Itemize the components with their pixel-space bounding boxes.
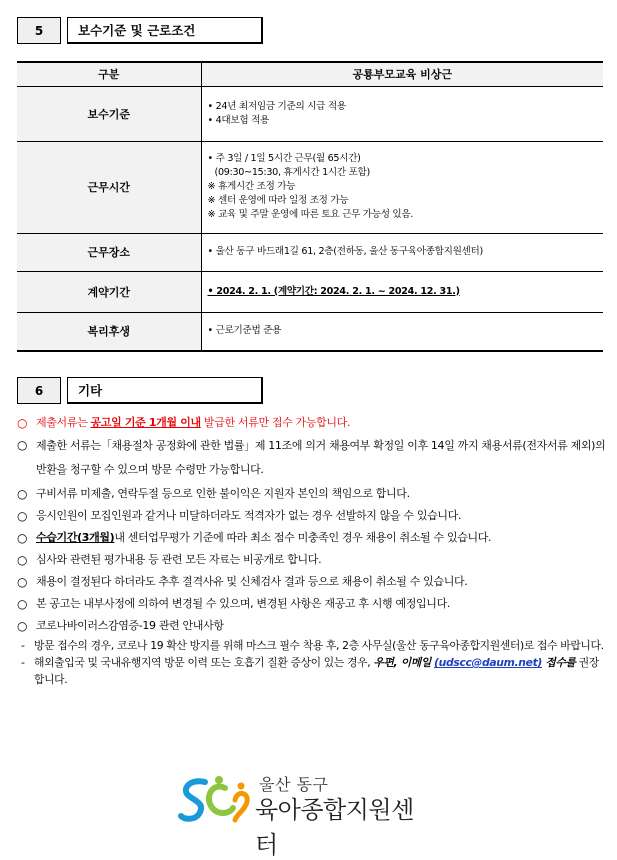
conditions-table <box>17 61 603 352</box>
row-label: 근무장소 <box>17 233 201 271</box>
list-item <box>17 483 607 505</box>
row-value <box>201 86 603 141</box>
row-value <box>201 271 603 312</box>
item-text: 코로나바이러스감염증-19 관련 안내사항 <box>36 619 224 632</box>
row-label: 보수기준 <box>17 86 201 141</box>
section-6-header <box>17 377 263 404</box>
item-text: 심사와 관련된 평가내용 등 관련 모든 자료는 비공개로 합니다. <box>36 553 322 566</box>
circle-bullet: ○ <box>17 619 28 633</box>
table-header-row <box>17 62 603 86</box>
circle-bullet: ○ <box>17 575 28 589</box>
row-value <box>201 312 603 351</box>
value-line: • 24년 최저임금 기준의 시급 적용 <box>207 100 346 112</box>
section-title: 기타 <box>67 377 263 404</box>
item-emphasis: 접수를 <box>541 656 576 669</box>
list-item <box>17 615 607 637</box>
row-value <box>201 141 603 233</box>
list-item <box>17 593 607 615</box>
sub-item <box>17 637 607 654</box>
logo-line-1: 울산 동구 <box>259 775 329 794</box>
item-emphasis: 우편, 이메일 <box>373 656 431 669</box>
item-emphasis: 공고일 기준 1개월 이내 <box>90 416 201 429</box>
table-row <box>17 312 603 351</box>
item-text: 내 센터업무평가 기준에 따라 최소 점수 미충족인 경우 채용이 취소될 수 있습니다. <box>114 531 492 544</box>
item-text: 응시인원이 모집인원과 같거나 미달하더라도 적격자가 없는 경우 선발하지 않을 수 있습니다. <box>36 509 462 522</box>
header-category: 구분 <box>17 62 201 86</box>
list-item <box>17 505 607 527</box>
circle-bullet: ○ <box>17 438 28 452</box>
value-line: • 근로기준법 준용 <box>207 325 282 337</box>
row-label: 근무시간 <box>17 141 201 233</box>
table-row <box>17 271 603 312</box>
item-text: 발급한 서류만 접수 가능합니다. <box>200 416 351 429</box>
value-line: • 4대보험 적용 <box>207 114 269 126</box>
row-label: 복리후생 <box>17 312 201 351</box>
email-link[interactable]: (udscc@daum.net) <box>434 656 542 669</box>
dash-bullet: - <box>21 639 25 652</box>
logo-line-2: 육아종합지원센터 <box>255 796 414 859</box>
circle-bullet: ○ <box>17 487 28 501</box>
section-number: 5 <box>17 17 61 44</box>
item-text: 해외출입국 및 국내유행지역 방문 이력 또는 호흡기 질환 증상이 있는 경우, <box>34 656 374 669</box>
value-line: ※ 교육 및 주말 운영에 따른 토요 근무 가능성 있음. <box>207 209 414 220</box>
value-line: • 주 3일 / 1일 5시간 근무(월 65시간) <box>207 153 361 164</box>
dash-bullet: - <box>21 656 25 669</box>
table-row <box>17 141 603 233</box>
value-line: ※ 휴게시간 조정 가능 <box>207 181 296 192</box>
item-emphasis: 수습기간(3개월) <box>36 531 115 544</box>
circle-bullet: ○ <box>17 553 28 567</box>
list-item <box>17 527 607 546</box>
list-item <box>17 549 607 571</box>
notice-list <box>17 412 607 688</box>
item-text: 구비서류 미제출, 연락두절 등으로 인한 불이익은 지원자 본인의 책임으로 합니다. <box>36 487 410 500</box>
row-label: 계약기간 <box>17 271 201 312</box>
header-position: 공룡부모교육 비상근 <box>201 62 603 86</box>
logo-s-shape <box>181 781 205 819</box>
logo-c-shape <box>209 787 233 813</box>
sub-item <box>17 654 607 688</box>
value-line: • 2024. 2. 1. (계약기간: 2024. 2. 1. ~ 2024. 12. 31.) <box>207 285 460 297</box>
circle-bullet: ○ <box>17 531 28 545</box>
item-text: 제출한 서류는「채용절차 공정화에 관한 법률」제 11조에 의거 채용여부 확정일 이후 14일 까지 채용서류(전자서류 제외)의 반환을 청구할 수 있으며 방문 수령만 가능합니다. <box>36 439 606 476</box>
list-item <box>17 571 607 593</box>
item-text: 방문 접수의 경우, 코로나 19 확산 방지를 위해 마스크 필수 착용 후, 2층 사무실(울산 동구육아종합지원센터)로 접수 바랍니다. <box>34 639 604 652</box>
table-row <box>17 86 603 141</box>
list-item <box>17 412 607 434</box>
section-5-header <box>17 17 263 44</box>
circle-bullet: ○ <box>17 509 28 523</box>
logo-heart-shape <box>235 793 247 820</box>
item-text: 채용이 결정된다 하더라도 추후 결격사유 및 신체검사 결과 등으로 채용이 취소될 수 있습니다. <box>36 575 468 588</box>
item-text: 제출서류는 <box>36 416 91 429</box>
logo-dot-orange <box>238 783 245 790</box>
table-row <box>17 233 603 271</box>
value-line: (09:30~15:30, 휴게시간 1시간 포함) <box>214 167 370 178</box>
section-title: 보수기준 및 근로조건 <box>67 17 263 44</box>
item-text: 본 공고는 내부사정에 의하여 변경될 수 있으며, 변경된 사항은 재공고 후 시행 예정입니다. <box>36 597 450 610</box>
value-line: ※ 센터 운영에 따라 일정 조정 가능 <box>207 195 349 206</box>
section-number: 6 <box>17 377 61 404</box>
logo-dot-green <box>215 776 223 784</box>
list-item <box>17 434 607 482</box>
logo-mark-icon <box>179 774 253 826</box>
circle-bullet: ○ <box>17 416 28 430</box>
circle-bullet: ○ <box>17 597 28 611</box>
center-logo <box>179 768 429 859</box>
item-text: 권장합니다. <box>34 656 599 686</box>
row-value <box>201 233 603 271</box>
value-line: • 울산 동구 바드래1길 61, 2층(전하동, 울산 동구육아종합지원센터) <box>207 246 483 257</box>
